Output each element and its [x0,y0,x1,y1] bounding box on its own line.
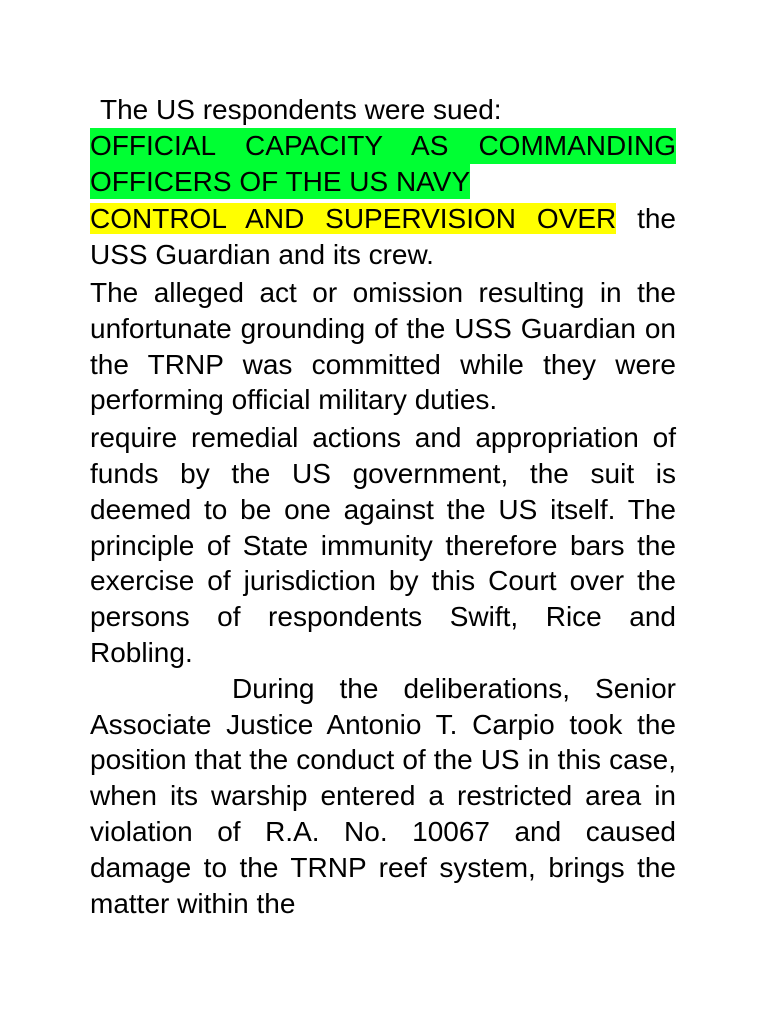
alleged-act-paragraph: The alleged act or omission resulting in the unfortunate grounding of the USS Guardian on the TRNP was committed while they were performing official military duties. [90,276,676,416]
deliberations-paragraph: During the deliberations, Senior Associate Justice Antonio T. Carpio took the position that the conduct of the US in this case, when its warship entered a restricted area in violation of R.A. No. 10067 and caused damage to the TRNP reef system, brings the matter within the [90,672,676,919]
intro-line: The US respondents were sued: [100,94,502,125]
control-supervision-paragraph [90,201,676,273]
green-highlight-line-2: OFFICERS OF THE US NAVY [90,164,470,200]
green-highlight-block [90,128,676,200]
yellow-continuation: the USS Guardian and its crew. [90,203,676,271]
document-body [90,92,676,921]
remedial-actions-paragraph: require remedial actions and appropriation of funds by the US government, the suit is deemed to be one against the US itself. The principle of State immunity therefore bars the exercise of jurisdiction by this Court over the persons of respondents Swift, Rice and Robling. [90,422,676,668]
green-highlight-line-1: OFFICIAL CAPACITY AS COMMANDING [90,128,676,164]
yellow-highlight: CONTROL AND SUPERVISION OVER [90,203,617,235]
